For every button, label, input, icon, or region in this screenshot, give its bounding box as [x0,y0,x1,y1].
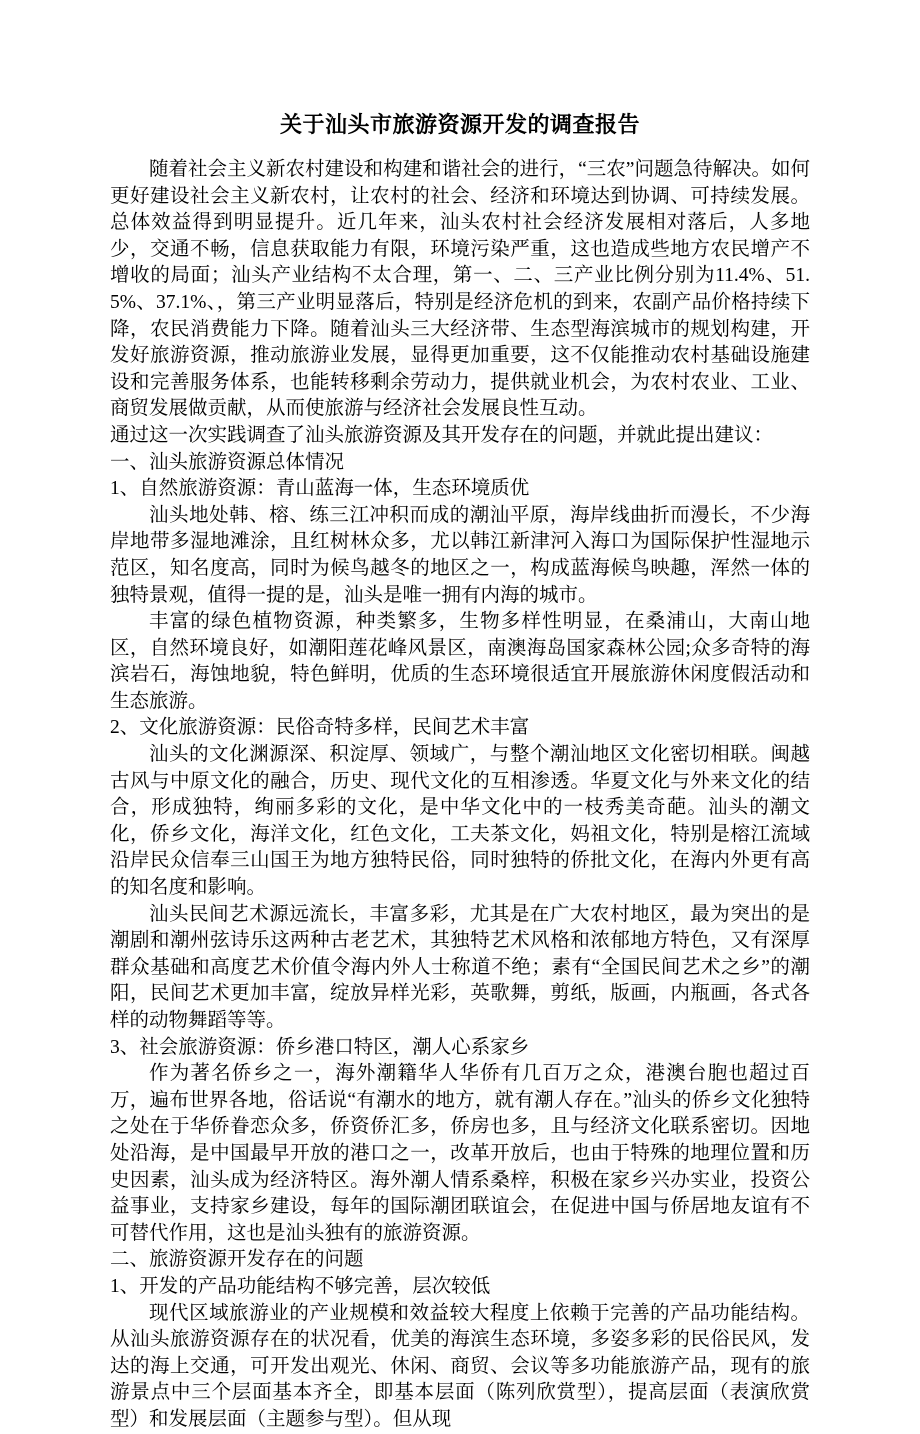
paragraph-natural-vegetation: 丰富的绿色植物资源，种类繁多，生物多样性明显，在桑浦山，大南山地区，自然环境良好，如潮阳莲花峰风景区，南澳海岛国家森林公园;众多奇特的海滨岩石，海蚀地貌，特色鲜明，优质的生态环境很适宜开展旅游休闲度假活动和生态旅游。 [110,611,810,712]
heading-section-one: 一、汕头旅游资源总体情况 [110,451,345,473]
heading-social-resources: 3、社会旅游资源：侨乡港口特区，潮人心系家乡 [110,1036,530,1058]
heading-natural-resources: 1、自然旅游资源：青山蓝海一体，生态环境质优 [110,478,530,500]
heading-section-two: 二、旅游资源开发存在的问题 [110,1249,364,1271]
heading-cultural-resources: 2、文化旅游资源：民俗奇特多样，民间艺术丰富 [110,717,530,739]
heading-product-structure: 1、开发的产品功能结构不够完善，层次较低 [110,1275,491,1297]
paragraph-intro: 随着社会主义新农村建设和构建和谐社会的进行，“三农”问题急待解决。如何更好建设社会主义新农村，让农村的社会、经济和环境达到协调、可持续发展。总体效益得到明显提升。近几年来，汕头农村社会经济发展相对落后，人多地少，交通不畅，信息获取能力有限，环境污染严重，这也造成些地方农民增产不增收的局面；汕头产业结构不太合理，第一、二、三产业比例分别为11.4%、51.5%、37.1%、，第三产业明显落后，特别是经济危机的到来，农副产品价格持续下降，农民消费能力下降。随着汕头三大经济带、生态型海滨城市的规划构建，开发好旅游资源，推动旅游业发展，显得更加重要，这不仅能推动农村基础设施建设和完善服务体系，也能转移剩余劳动力，提供就业机会，为农村农业、工业、商贸发展做贡献，从而使旅游与经济社会发展良性互动。 [110,159,810,420]
paragraph-survey-statement: 通过这一次实践调查了汕头旅游资源及其开发存在的问题，并就此提出建议： [110,424,774,446]
paragraph-folk-art: 汕头民间艺术源远流长，丰富多彩，尤其是在广大农村地区，最为突出的是潮剧和潮州弦诗乐这两种古老艺术，其独特艺术风格和浓郁地方特色，又有深厚群众基础和高度艺术价值令海内外人士称道不绝；素有“全国民间艺术之乡”的潮阳，民间艺术更加丰富，绽放异样光彩，英歌舞，剪纸，版画，内瓶画，各式各样的动物舞蹈等等。 [110,903,810,1031]
paragraph-natural-plain: 汕头地处韩、榕、练三江冲积而成的潮汕平原，海岸线曲折而漫长，不少海岸地带多湿地滩涂，且红树林众多，尤以韩江新津河入海口为国际保护性湿地示范区，知名度高，同时为候鸟越冬的地区之一，构成蓝海候鸟映趣，浑然一体的独特景观，值得一提的是，汕头是唯一拥有内海的城市。 [110,504,810,606]
document-body [110,157,810,1434]
page-title: 关于汕头市旅游资源开发的调查报告 [279,112,640,137]
paragraph-overseas-chinese: 作为著名侨乡之一，海外潮籍华人华侨有几百万之众，港澳台胞也超过百万，遍布世界各地，俗话说“有潮水的地方，就有潮人存在。”汕头的侨乡文化独特之处在于华侨眷恋众多，侨资侨汇多，侨房也多，且与经济文化联系密切。因地处沿海，是中国最早开放的港口之一，改革开放后，也由于特殊的地理位置和历史因素，汕头成为经济特区。海外潮人情系桑梓，积极在家乡兴办实业，投资公益事业，支持家乡建设，每年的国际潮团联谊会，在促进中国与侨居地友谊有不可替代作用，这也是汕头独有的旅游资源。 [110,1063,810,1244]
paragraph-product-structure-body: 现代区域旅游业的产业规模和效益较大程度上依赖于完善的产品功能结构。从汕头旅游资源存在的状况看，优美的海滨生态环境，多姿多彩的民俗民风，发达的海上交通，可开发出观光、休闲、商贸、会议等多功能旅游产品，现有的旅游景点中三个层面基本齐全，即基本层面（陈列欣赏型），提高层面（表演欣赏型）和发展层面（主题参与型）。但从现 [110,1302,810,1430]
paragraph-cultural-origin: 汕头的文化渊源深、积淀厚、领域广，与整个潮汕地区文化密切相联。闽越古风与中原文化的融合，历史、现代文化的互相渗透。华夏文化与外来文化的结合，形成独特，绚丽多彩的文化，是中华文化中的一枝秀美奇葩。汕头的潮文化，侨乡文化，海洋文化，红色文化，工夫茶文化，妈祖文化，特别是榕江流域沿岸民众信奉三山国王为地方独特民俗，同时独特的侨批文化，在海内外更有高的知名度和影响。 [110,744,810,899]
